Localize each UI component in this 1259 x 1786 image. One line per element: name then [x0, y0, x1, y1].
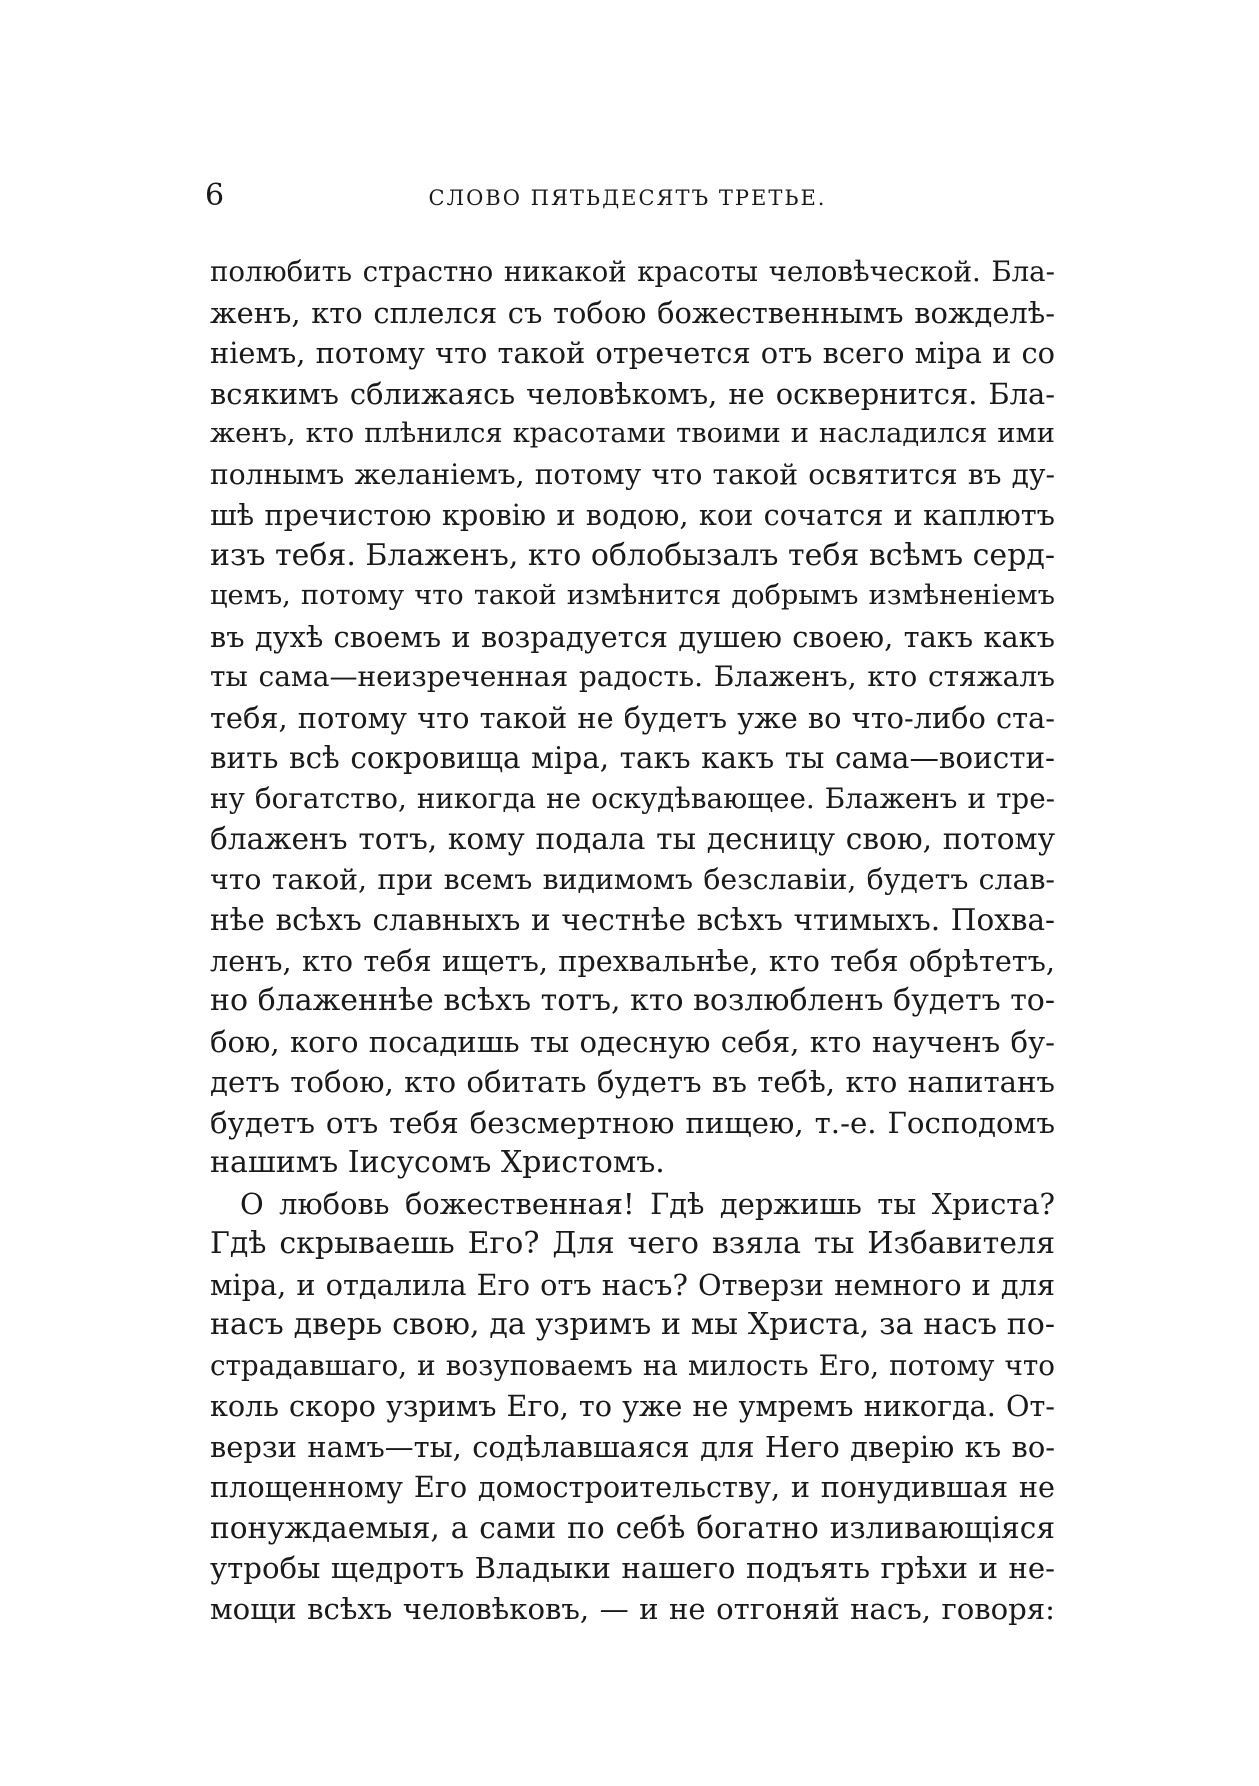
text-line: нашимъ Іисусомъ Христомъ. — [210, 1145, 665, 1180]
page-header — [205, 176, 1050, 220]
text-line: страдавшаго, и возуповаемъ на милость Его, потому что — [210, 1348, 1055, 1382]
text-line: детъ тобою, кто обитать будетъ въ тебѣ, кто напитанъ — [210, 1065, 1055, 1099]
text-line: площенному Его домостроительству, и понудившая не — [210, 1470, 1055, 1504]
text-line: насъ дверь свою, да узримъ и мы Христа, за насъ по- — [210, 1307, 1055, 1342]
running-title: СЛОВО ПЯТЬДЕСЯТЪ ТРЕТЬЕ. — [428, 186, 827, 210]
text-line: мощи всѣхъ человѣковъ, — и не отгоняй насъ, говоря: — [210, 1591, 1055, 1626]
text-line: нѣе всѣхъ славныхъ и честнѣе всѣхъ чтимыхъ. Похва- — [210, 903, 1055, 937]
text-line: бою, кого посадишь ты одесную себя, кто наученъ бу- — [210, 1024, 1055, 1059]
page-number: 6 — [205, 178, 225, 213]
text-line: верзи намъ—ты, содѣлавшаяся для Него дверію къ во- — [210, 1429, 1055, 1464]
text-line: тебя, потому что такой не будетъ уже во что-либо ста- — [210, 700, 1055, 735]
text-line: коль скоро узримъ Его, то уже не умремъ никогда. От- — [210, 1389, 1055, 1423]
text-line: всякимъ сближаясь человѣкомъ, не осквернится. Бла- — [210, 376, 1055, 411]
text-line: утробы щедротъ Владыки нашего подъять грѣхи и не- — [210, 1551, 1055, 1585]
text-line: шѣ пречистою кровію и водою, кои сочатся и каплютъ — [210, 498, 1055, 532]
text-line: женъ, кто плѣнился красотами твоими и насладился ими — [210, 418, 1055, 449]
text-line: Гдѣ скрываешь Его? Для чего взяла ты Избавителя — [210, 1226, 1055, 1261]
text-line: но блаженнѣе всѣхъ тотъ, кто возлюбленъ будетъ то- — [210, 983, 1055, 1018]
text-line: изъ тебя. Блаженъ, кто облобызалъ тебя всѣмъ серд- — [210, 537, 1055, 573]
text-line: что такой, при всемъ видимомъ безславіи, будетъ слав- — [210, 862, 1055, 896]
text-line: О любовь божественная! Гдѣ держишь ты Христа? — [240, 1186, 1055, 1221]
text-line: ну богатство, никогда не оскудѣвающее. Блаженъ и тре- — [210, 781, 1055, 815]
text-line: будетъ отъ тебя безсмертною пищею, т.-е. Господомъ — [210, 1105, 1055, 1140]
body-text — [210, 252, 1055, 1629]
text-line: женъ, кто сплелся съ тобою божественнымъ вожделѣ- — [210, 295, 1055, 330]
text-line: понуждаемыя, а сами по себѣ богатно изливающіяся — [210, 1510, 1055, 1545]
text-line: ты сама—неизреченная радость. Блаженъ, кто стяжалъ — [210, 660, 1055, 693]
text-line: полюбить страстно никакой красоты человѣческой. Бла- — [210, 255, 1055, 288]
text-line: полнымъ желаніемъ, потому что такой освятится въ ду- — [210, 457, 1055, 491]
text-line: ніемъ, потому что такой отречется отъ всего міра и со — [210, 336, 1055, 370]
text-line: вить всѣ сокровища міра, такъ какъ ты сама—воисти- — [210, 741, 1055, 775]
text-line: міра, и отдалила Его отъ насъ? Отверзи немного и для — [210, 1267, 1055, 1302]
text-line: ленъ, кто тебя ищетъ, прехвальнѣе, кто тебя обрѣтетъ, — [210, 943, 1055, 978]
text-line: цемъ, потому что такой измѣнится добрымъ измѣненіемъ — [210, 580, 1055, 611]
text-line: блаженъ тотъ, кому подала ты десницу свою, потому — [210, 822, 1055, 856]
text-line: въ духѣ своемъ и возрадуется душею своею, такъ какъ — [210, 619, 1055, 654]
